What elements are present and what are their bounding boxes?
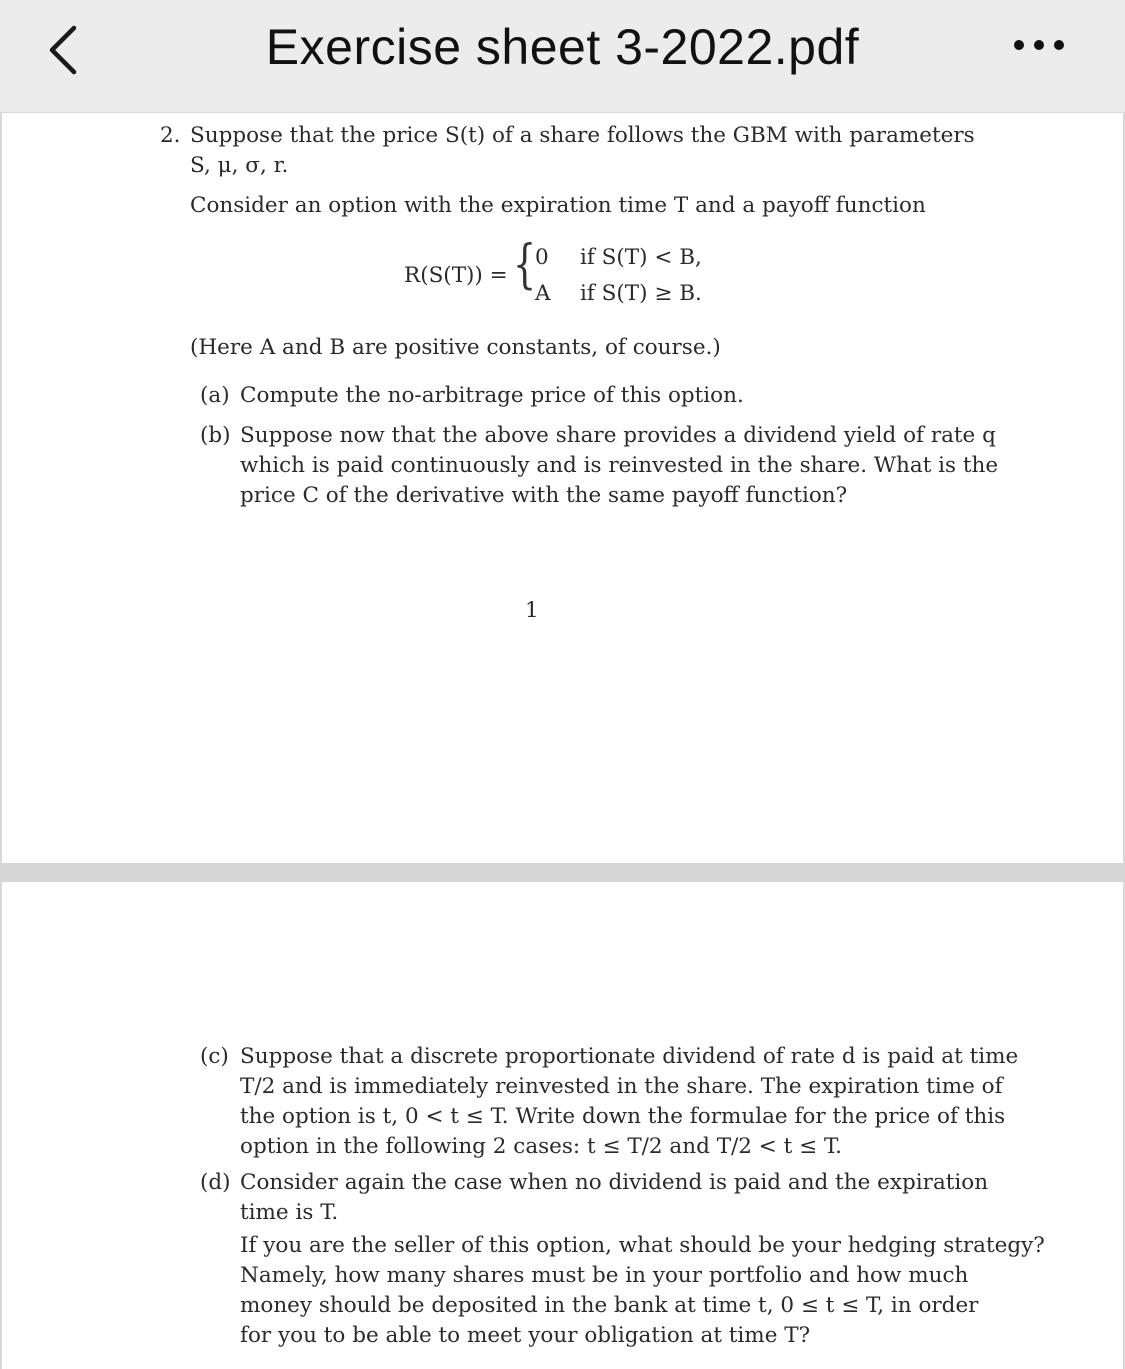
question-text-line: Suppose that the price S(t) of a share follows the GBM with parameters bbox=[190, 123, 975, 148]
part-d-paragraph-line: Namely, how many shares must be in your portfolio and how much bbox=[240, 1263, 969, 1288]
part-c-line: option in the following 2 cases: t ≤ T/2 and T/2 < t ≤ T. bbox=[240, 1134, 842, 1159]
part-b-line: price C of the derivative with the same payoff function? bbox=[240, 483, 848, 508]
part-d-paragraph-line: If you are the seller of this option, what should be your hedging strategy? bbox=[240, 1233, 1045, 1258]
formula-brace: { bbox=[512, 235, 537, 295]
formula-case1-condition: if S(T) < B, bbox=[580, 245, 702, 270]
question-number: 2. bbox=[160, 123, 181, 148]
part-c-label: (c) bbox=[200, 1044, 229, 1069]
more-options-button[interactable] bbox=[1010, 30, 1070, 60]
part-a-label: (a) bbox=[200, 383, 230, 408]
pdf-page-2 bbox=[2, 882, 1123, 1369]
formula-case2-value: A bbox=[535, 281, 551, 306]
part-b-line: which is paid continuously and is reinvested in the share. What is the bbox=[240, 453, 999, 478]
part-d-line: time is T. bbox=[240, 1200, 339, 1225]
document-title: Exercise sheet 3-2022.pdf bbox=[265, 19, 860, 75]
pdf-page-1 bbox=[2, 113, 1123, 863]
part-a-text: Compute the no-arbitrage price of this option. bbox=[240, 383, 744, 408]
consider-text: Consider an option with the expiration time T and a payoff function bbox=[190, 193, 926, 218]
formula-lhs: R(S(T)) = bbox=[404, 263, 508, 288]
part-d-paragraph-line: money should be deposited in the bank at time t, 0 ≤ t ≤ T, in order bbox=[240, 1293, 979, 1318]
part-d-paragraph-line: for you to be able to meet your obligation at time T? bbox=[240, 1323, 811, 1348]
part-b-line: Suppose now that the above share provides a dividend yield of rate q bbox=[240, 423, 996, 448]
formula-case1-value: 0 bbox=[535, 245, 549, 270]
part-c-line: Suppose that a discrete proportionate dividend of rate d is paid at time bbox=[240, 1044, 1019, 1069]
constants-note: (Here A and B are positive constants, of course.) bbox=[190, 335, 721, 360]
page-separator bbox=[0, 863, 1125, 882]
part-d-line: Consider again the case when no dividend is paid and the expiration bbox=[240, 1170, 989, 1195]
question-parameters: S, μ, σ, r. bbox=[190, 153, 289, 178]
top-bar bbox=[0, 0, 1125, 112]
page-number: 1 bbox=[525, 598, 539, 623]
part-d-label: (d) bbox=[200, 1170, 231, 1195]
more-horizontal-icon bbox=[1010, 30, 1070, 60]
part-c-line: the option is t, 0 < t ≤ T. Write down the formulae for the price of this bbox=[240, 1104, 1006, 1129]
part-b-label: (b) bbox=[200, 423, 231, 448]
formula-case2-condition: if S(T) ≥ B. bbox=[580, 281, 702, 306]
part-c-line: T/2 and is immediately reinvested in the share. The expiration time of bbox=[240, 1074, 1003, 1099]
